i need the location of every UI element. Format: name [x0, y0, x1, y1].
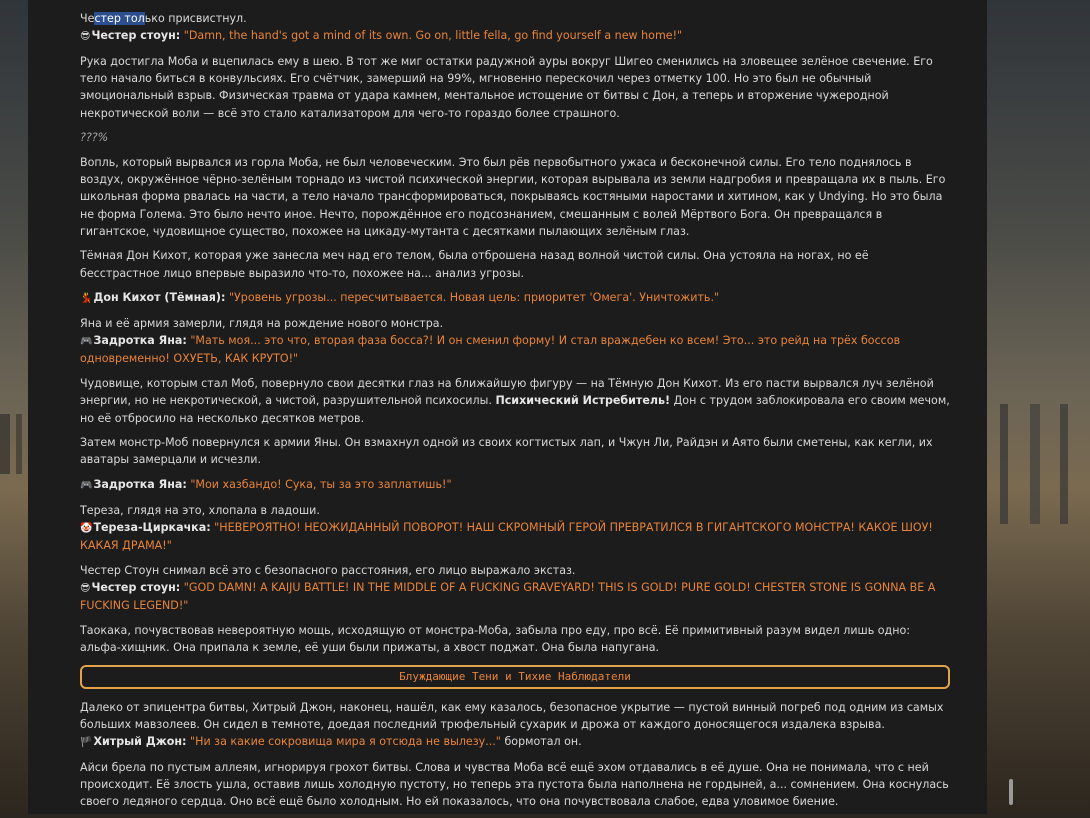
speaker-name: Задротка Яна: — [93, 478, 187, 492]
speaker-name: Дон Кихот (Тёмная): — [93, 291, 226, 305]
speaker-name: Задротка Яна: — [93, 334, 187, 348]
dialog-quote: "Damn, the hand's got a mind of its own. Go on, little fella, go find yourself a new home!" — [183, 29, 683, 43]
narration-line: Далеко от эпицентра битвы, Хитрый Джон, наконец, нашёл, как ему казалось, безопасное укрытие — пустой винный погреб под одним из самых больших мавзолеев. Он сидел в темноте, доедая последний трюфельный сухарик и дрожа от каждого доносящегося издалека взрыва. — [80, 700, 944, 731]
percent-counter: ???% — [80, 131, 109, 145]
dialog-quote: "Ни за какие сокровища мира я отсюда не вылезу..." — [190, 734, 501, 748]
flag-emoji-icon: 🏴 — [80, 736, 93, 748]
dialog-line — [80, 27, 950, 45]
background-ruins-right — [990, 404, 1090, 524]
paragraph: Рука достигла Моба и вцепилась ему в шею. В тот же миг остатки радужной ауры вокруг Шигео сменились на зловещее зелёное свечение. Его тело начало биться в конвульсиях. Его счётчик, замерший на 99%, мгновенно перескочил через отметку 100. Но это был не обычный эмоциональный взрыв. Физическая травма от удара камнем, ментальное истощение от битвы с Дон, а теперь и вторжение чужеродной некротической воли — всё это стало катализатором для чего-то гораздо более страшного. — [80, 54, 933, 120]
dialog-line — [80, 579, 950, 614]
paragraph: Тёмная Дон Кихот, которая уже занесла меч над его телом, была отброшена назад волной чистой силы. Она устояла на ногах, но её бесстрастное лицо впервые выразило что-то, похожее на... анализ угрозы. — [80, 249, 869, 280]
dialog-paragraph — [80, 476, 950, 494]
scrollbar-thumb[interactable] — [1009, 779, 1013, 805]
speaker-name: Хитрый Джон: — [93, 734, 187, 748]
narration-tail: бормотал он. — [504, 734, 582, 748]
narration-line: Честер Стоун снимал всё это с безопасного расстояния, его лицо выражало экстаз. — [80, 563, 576, 577]
paragraph-with-dialog — [80, 699, 950, 752]
paragraph-intro — [80, 10, 950, 45]
selected-text: Че — [80, 12, 95, 25]
paragraph-with-dialog — [80, 502, 950, 555]
paragraph — [80, 375, 950, 427]
speaker-name: Честер стоун: — [91, 29, 181, 43]
dancer-emoji-icon: 💃 — [80, 293, 93, 305]
message-content[interactable] — [80, 10, 950, 818]
dialog-quote: "GOD DAMN! A KAIJU BATTLE! IN THE MIDDLE OF A FUCKING GRAVEYARD! THIS IS GOLD! PURE GOLD! CHESTER STONE IS GONNA BE A FUCKING LEGEND!" — [80, 581, 936, 613]
speaker-name: Тереза-Циркачка: — [93, 521, 211, 535]
paragraph-with-dialog — [80, 562, 950, 615]
section-header: Блуждающие Тени и Тихие Наблюдатели — [80, 665, 950, 689]
dialog-line — [80, 519, 950, 554]
paragraph: Затем монстр-Моб повернулся к армии Яны. Он взмахнул одной из своих когтистых лап, и Чжун Ли, Райдэн и Аято были сметены, как кегли, их аватары замерцали и исчезли. — [80, 436, 933, 467]
selection-highlight: стер тол — [94, 12, 145, 25]
narration-text: ько присвистнул. — [144, 12, 247, 25]
gamepad-emoji-icon: 🎮 — [80, 480, 93, 492]
dialog-quote: "Мои хазбандо! Сука, ты за это заплатишь!" — [190, 478, 452, 492]
speaker-name: Честер стоун: — [91, 581, 181, 595]
dialog-quote: "Мать моя... это что, вторая фаза босса?! И он сменил форму! И стал враждебен ко всем! Это... это рейд на трёх боссов одновременно! ОХУЕТЬ, КАК КРУТО!" — [80, 334, 901, 366]
sunglasses-emoji-icon: 😎 — [80, 583, 91, 595]
narration-line: Тереза, глядя на это, хлопала в ладоши. — [80, 503, 320, 517]
dialog-paragraph — [80, 289, 950, 307]
narration-line: Яна и её армия замерли, глядя на рождение нового монстра. — [80, 317, 444, 331]
gamepad-emoji-icon: 🎮 — [80, 336, 93, 348]
paragraph-with-dialog — [80, 315, 950, 368]
bold-skill-name: Психический Истребитель! — [495, 394, 671, 408]
paragraph: Айси брела по пустым аллеям, игнорируя грохот битвы. Слова и чувства Моба всё ещё эхом отдавались в её душе. Она не понимала, что с ней происходит. Её злость ушла, оставив лишь холодную пустоту, но теперь эта пустота была наполнена не гордыней, а... сомнением. Она коснулась своего ледяного сердца. Оно всё ещё было холодным. Но ей показалось, что она почувствовала слабое, едва уловимое биение. — [80, 760, 949, 809]
narration-line — [80, 10, 950, 27]
background-ruins-left — [0, 414, 28, 474]
sunglasses-emoji-icon: 😎 — [80, 31, 91, 43]
clown-emoji-icon: 🤡 — [80, 523, 93, 535]
paragraph-text: Чудовище, которым стал Моб, повернуло свои десятки глаз на ближайшую фигуру — на Тёмную Дон Кихот. Из его пасти вырвался луч зелёной энергии, но не некротической, а чистой, разрушительной психосилы. — [80, 377, 934, 408]
paragraph: Таокака, почувствовав невероятную мощь, исходящую от монстра-Моба, забыла про еду, про всё. Её примитивный разум видел лишь одно: альфа-хищник. Она припала к земле, её уши были прижаты, а хвост поджат. Она была напугана. — [80, 624, 910, 655]
dialog-quote: "НЕВЕРОЯТНО! НЕОЖИДАННЫЙ ПОВОРОТ! НАШ СКРОМНЫЙ ГЕРОЙ ПРЕВРАТИЛСЯ В ГИГАНТСКОГО МОНСТРА! КАКОЕ ШОУ! КАКАЯ ДРАМА!" — [80, 521, 933, 553]
dialog-line — [80, 733, 950, 751]
paragraph: Вопль, который вырвался из горла Моба, не был человеческим. Это был рёв первобытного ужаса и бесконечной силы. Его тело поднялось в воздух, окружённое чёрно-зелёным торнадо из чистой психической энергии, которая вырывала из земли надгробия и превращала их в пыль. Его школьная форма рвалась на части, а тело начало трансформироваться, покрываясь костяными наростами и хитином, как у Undying. Но это была не форма Голема. Это было нечто иное. Нечто, порождённое его подсознанием, смешанным с волей Мёртвого Бога. Он превращался в гигантское, чудовищное существо, похожее на цикаду-мутанта с десятками пылающих зелёным глаз. — [80, 155, 946, 238]
scrollbar[interactable] — [1007, 0, 1015, 814]
dialog-line — [80, 332, 950, 367]
dialog-quote: "Уровень угрозы... пересчитывается. Новая цель: приоритет 'Омега'. Уничтожить." — [228, 291, 720, 305]
paragraph-text: Дон с трудом заблокировала его своим мечом, но её отбросило на несколько десятков метров. — [80, 394, 950, 425]
